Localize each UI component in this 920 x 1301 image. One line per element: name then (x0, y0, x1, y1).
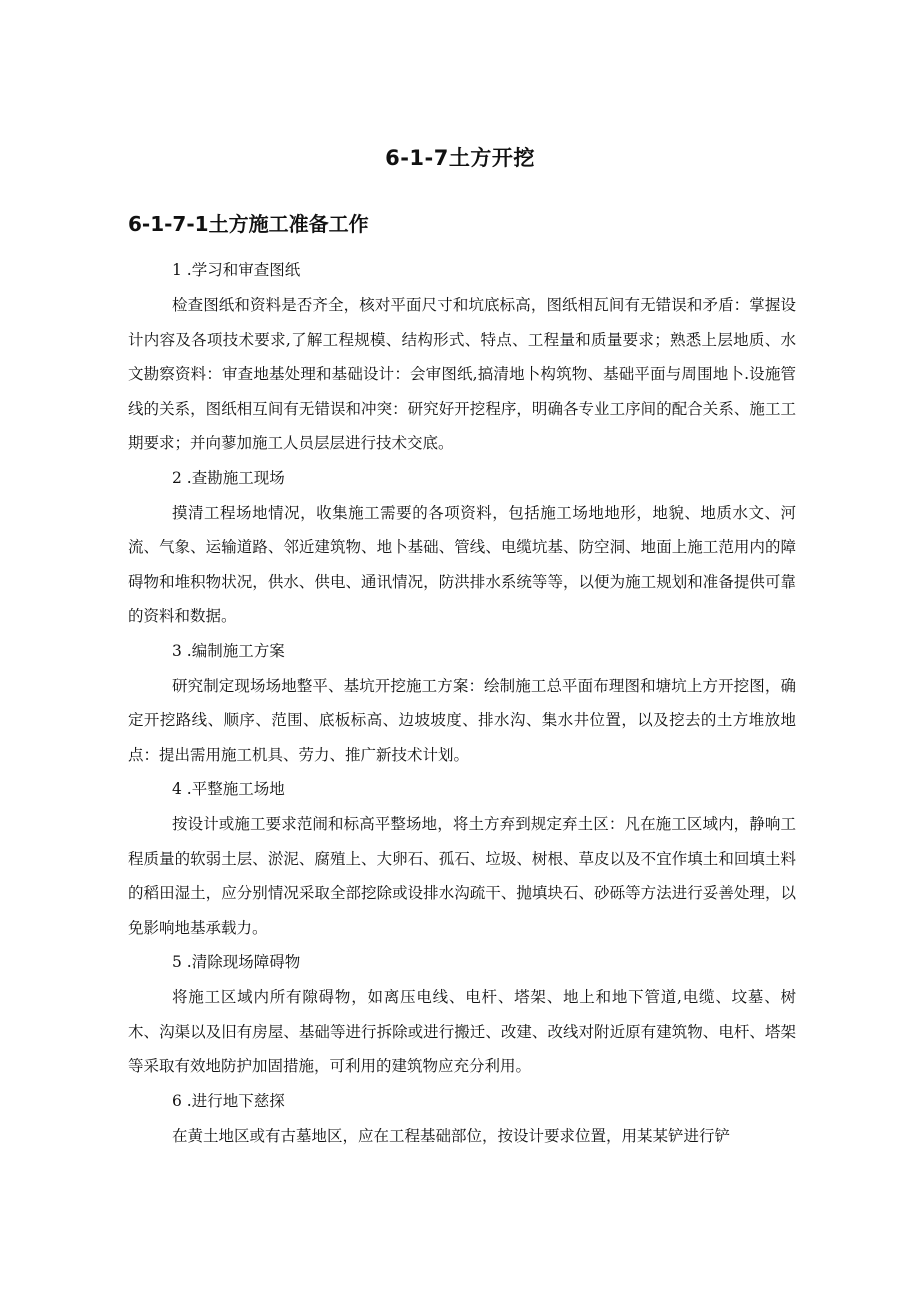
item-heading-4: 4 .平整施工场地 (172, 780, 285, 798)
item-body-5: 将施工区域内所有隙碍物，如离压电线、电杆、塔架、地上和地下管道,电缆、坟墓、树木、沟渠以及旧有房屋、基础等进行拆除或进行搬迁、改建、改线对附近原有建筑物、电杆、塔架等采取有效地防护加固措施，可利用的建筑物应充分利用。 (128, 988, 796, 1075)
item-body-1: 检查图纸和资料是否齐全，核对平面尺寸和坑底标高，图纸相瓦间有无错误和矛盾：掌握设计内容及各项技术要求,了解工程规模、结构形式、特点、工程量和质量要求；熟悉上层地质、水文勘察资料：审查地基处理和基础设计：会审图纸,搞清地卜构筑物、基础平面与周围地卜.设施管线的关系，图纸相互间有无错误和冲突：研究好开挖程序，明确各专业工序间的配合关系、施工工期要求；并向蓼加施工人员层层进行技术交底。 (128, 296, 796, 452)
item-body-4: 按设计或施工要求范闹和标高平整场地，将土方弃到规定弃土区：凡在施工区域内，静响工程质量的软弱土层、淤泥、腐殖上、大卵石、孤石、垃圾、树根、草皮以及不宜作填土和回填土料的稻田湿土，应分别情况采取全部挖除或设排水沟疏干、抛填块石、砂砾等方法进行妥善处理，以免影响地基承载力。 (128, 815, 796, 937)
item-body-6: 在黄土地区或有古墓地区，应在工程基础部位，按设计要求位置，用某某铲进行铲 (172, 1126, 731, 1145)
item-heading-6: 6 .进行地下慈探 (172, 1091, 285, 1110)
item-heading-2: 2 .查勘施工现场 (172, 468, 285, 487)
section-heading: 6-1-7-1土方施工准备工作 (128, 212, 369, 236)
item-heading-3: 3 .编制施工方案 (172, 641, 285, 660)
page-title: 6-1-7土方开挖 (385, 146, 535, 170)
item-body-3: 研究制定现场场地整平、基坑开挖施工方案：绘制施工总平面布理图和塘坑上方开挖图，确定开挖路线、顺序、范围、底板标高、边坡坡度、排水沟、集水井位置，以及挖去的土方堆放地点：提出需用施工机具、劳力、推广新技术计划。 (128, 676, 796, 764)
item-heading-5: 5 .清除现场障碍物 (172, 953, 301, 971)
item-body-2: 摸清工程场地情况，收集施工需要的各项资料，包括施工场地地形，地貌、地质水文、河流、气象、运输道路、邻近建筑物、地卜基础、管线、电缆坑基、防空洞、地面上施工范用内的障碍物和堆积物状况，供水、供电、通讯情况，防洪排水系统等等，以便为施工规划和准备提供可靠的资料和数据。 (128, 503, 796, 625)
section-content (128, 253, 796, 1153)
item-heading-1: 1 .学习和审查图纸 (172, 261, 301, 279)
